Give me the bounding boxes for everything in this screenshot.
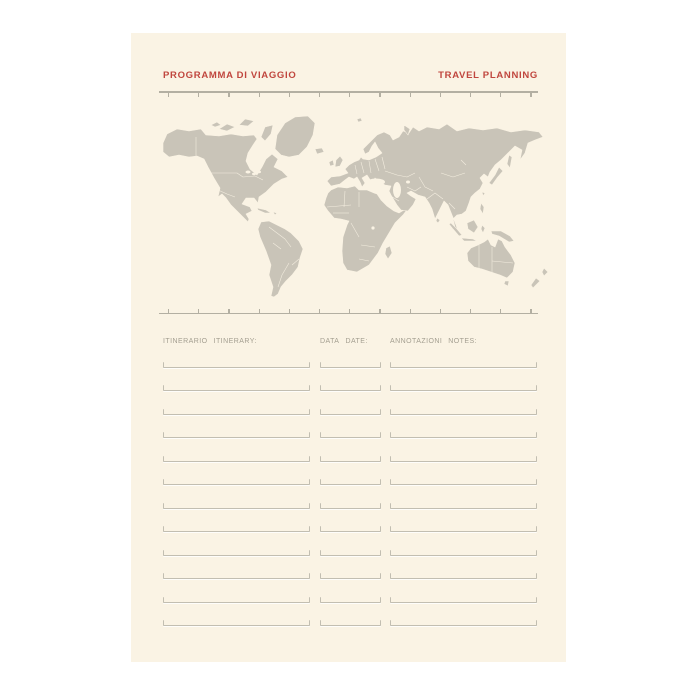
borneo [467,220,478,233]
sri-lanka [436,218,440,223]
entry-line [390,362,537,368]
entry-line [163,385,310,391]
cuba [257,208,271,213]
ruler-tick [198,93,199,97]
iceland [315,148,324,154]
itinerary-column [163,362,310,626]
new-zealand [542,268,548,276]
ruler-tick [500,309,501,313]
entry-line [163,526,310,532]
ruler-tick [319,309,320,313]
ireland [329,160,334,166]
ruler-tick [168,93,169,97]
ruler-tick [530,93,531,97]
ruler-tick [349,309,350,313]
ruler-tick [410,93,411,97]
ruler-tick [440,93,441,97]
new-guinea [491,231,514,242]
date-label-italian: DATA [320,338,340,345]
entry-line [390,573,537,579]
entry-line [320,385,381,391]
sulawesi [481,225,485,233]
itinerary-label [163,338,257,345]
date-label-english: DATE: [345,338,368,345]
taiwan [482,192,485,196]
entry-line [163,409,310,415]
entry-line [390,432,537,438]
sakhalin [507,155,512,168]
planner-page [131,33,566,662]
great-lakes [246,171,251,174]
ruler-tick [319,93,320,97]
entry-line [320,456,381,462]
black-sea [367,179,385,186]
continent-south-america [258,221,303,297]
date-column [320,362,381,626]
entry-line [320,409,381,415]
notes-label [390,338,477,345]
page-title-italian: PROGRAMMA DI VIAGGIO [163,70,297,81]
britain [335,156,343,167]
ruler-tick [410,309,411,313]
entry-line [163,620,310,626]
notes-column [390,362,537,626]
entry-line [390,597,537,603]
ruler-top [159,91,538,97]
ruler-tick [500,93,501,97]
ruler-tick [289,309,290,313]
ruler-tick [470,93,471,97]
ruler-bottom-ticks [159,308,538,314]
entry-line [163,503,310,509]
ruler-tick [228,309,229,313]
entry-line [390,385,537,391]
great-lakes [257,171,261,173]
entry-line [163,550,310,556]
entry-line [163,362,310,368]
ruler-tick [349,93,350,97]
entry-line [320,597,381,603]
entry-line [390,479,537,485]
arctic-islands [219,124,235,131]
ruler-tick [379,93,380,97]
ruler-top-ticks [159,91,538,97]
entry-line [390,409,537,415]
entry-line [320,550,381,556]
greenland [275,116,315,157]
new-zealand [531,278,540,288]
caspian-sea [393,182,401,198]
ruler-tick [470,309,471,313]
ruler-tick [289,93,290,97]
philippines [480,203,484,214]
entry-line [390,456,537,462]
entry-line [320,432,381,438]
entry-line [163,597,310,603]
lake-victoria [371,226,374,229]
page-title-english: TRAVEL PLANNING [438,70,538,81]
continent-australia [467,239,515,278]
entry-line [390,526,537,532]
ruler-tick [530,309,531,313]
hispaniola [273,212,277,215]
world-map-illustration [161,115,557,301]
svalbard [357,118,362,122]
great-lakes [252,173,256,175]
entry-line [320,503,381,509]
notes-label-italian: ANNOTAZIONI [390,338,443,345]
continent-north-america [163,129,288,222]
itinerary-label-english: ITINERARY: [213,338,257,345]
java [461,238,477,241]
entry-line [320,620,381,626]
date-label [320,338,368,345]
ruler-tick [440,309,441,313]
entry-line [390,503,537,509]
ruler-bottom [159,308,538,314]
entry-line [320,573,381,579]
aral-sea [406,181,410,184]
ruler-tick [379,309,380,313]
entry-line [163,573,310,579]
arctic-islands [261,125,273,141]
ruler-tick [228,93,229,97]
madagascar [385,246,392,259]
tasmania [504,281,509,286]
entry-line [320,526,381,532]
notes-label-english: NOTES: [448,338,478,345]
entry-line [390,620,537,626]
arctic-islands [239,119,254,126]
entry-line [163,432,310,438]
ruler-tick [259,93,260,97]
entry-line [163,456,310,462]
entry-line [320,362,381,368]
ruler-tick [168,309,169,313]
entry-line [320,479,381,485]
entry-line [163,479,310,485]
entry-line [390,550,537,556]
ruler-tick [198,309,199,313]
ruler-tick [259,309,260,313]
arctic-islands [211,122,221,127]
itinerary-label-italian: ITINERARIO [163,338,208,345]
